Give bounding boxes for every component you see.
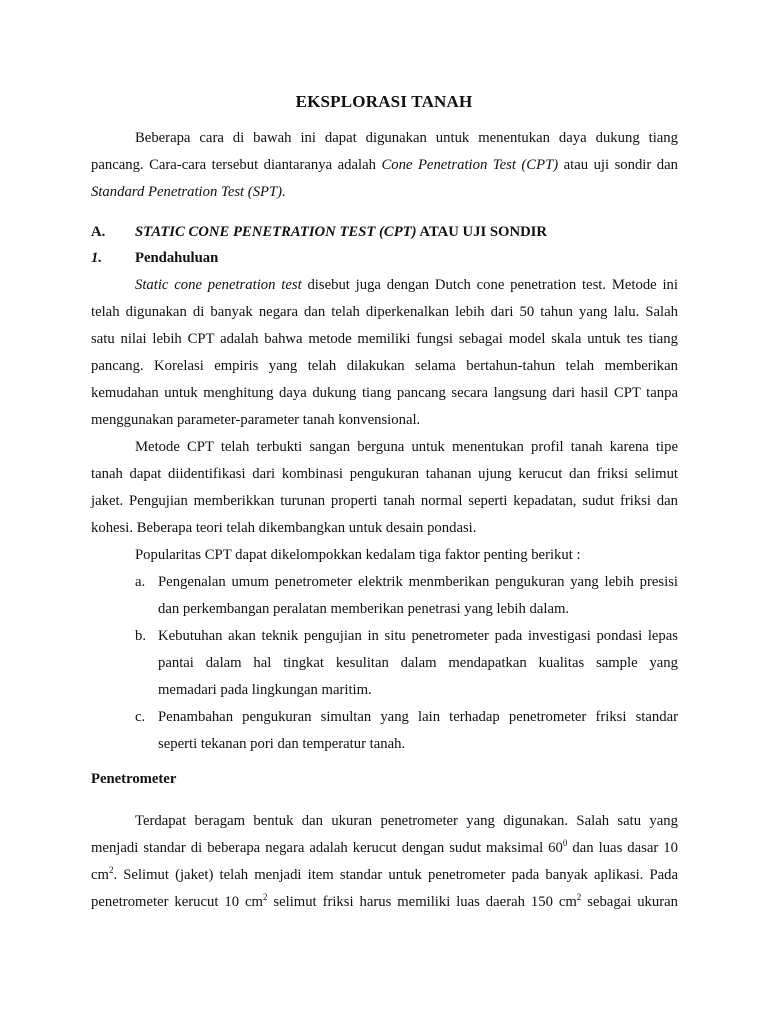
pen-text: . Selimut (jaket) telah menjadi item standar untuk penetrometer pada banyak aplikasi. Pada bbox=[113, 867, 678, 883]
pen-text: penetrometer kerucut 10 cm bbox=[91, 894, 263, 910]
list-item-b-line-3: memadari pada lingkungan maritim. bbox=[158, 682, 372, 698]
intro-text: atau uji sondir dan bbox=[558, 157, 678, 173]
section-a-heading bbox=[135, 223, 547, 241]
penetrometer-line-1: Terdapat beragam bentuk dan ukuran penetrometer yang digunakan. Salah satu yang bbox=[135, 813, 678, 829]
section-a-title-rest: ATAU UJI SONDIR bbox=[416, 224, 547, 240]
penetrometer-line-4 bbox=[91, 893, 678, 911]
list-item-c-line-1: Penambahan pengukuran simultan yang lain terhadap penetrometer friksi standar bbox=[158, 709, 678, 725]
intro-text: pancang. Cara-cara tersebut diantaranya adalah bbox=[91, 157, 382, 173]
pen-text: sebagai ukuran bbox=[581, 894, 678, 910]
section-a-marker: A. bbox=[91, 224, 106, 240]
p2-line-1: Metode CPT telah terbukti sangan berguna untuk menentukan profil tanah karena tipe bbox=[135, 439, 678, 455]
p1-line-2: telah digunakan di banyak negara dan telah diperkenalkan lebih dari 50 tahun yang lalu. Salah bbox=[91, 304, 678, 320]
p2-line-4: kohesi. Beberapa teori telah dikembangkan untuk desain pondasi. bbox=[91, 520, 477, 536]
subsection-1-title: Pendahuluan bbox=[135, 250, 219, 266]
intro-line-1: Beberapa cara di bawah ini dapat digunakan untuk menentukan daya dukung tiang bbox=[135, 130, 678, 146]
pen-text: dan luas dasar 10 bbox=[567, 840, 678, 856]
p2-line-3: jaket. Pengujian memberikkan turunan properti tanah normal seperti kepadatan, sudut friksi dan bbox=[91, 493, 678, 509]
static-cpt-term: Static cone penetration test bbox=[135, 277, 302, 293]
square-superscript: 2 bbox=[262, 892, 268, 902]
p3-line-1: Popularitas CPT dapat dikelompokkan kedalam tiga faktor penting berikut : bbox=[135, 547, 581, 563]
list-marker-c: c. bbox=[135, 709, 146, 725]
pen-text: cm bbox=[91, 867, 109, 883]
square-superscript: 2 bbox=[576, 892, 582, 902]
penetrometer-heading: Penetrometer bbox=[91, 771, 177, 787]
p1-text: disebut juga dengan Dutch cone penetration test. Metode ini bbox=[301, 277, 678, 293]
list-marker-b: b. bbox=[135, 628, 147, 644]
intro-line-3: Standard Penetration Test (SPT). bbox=[91, 184, 286, 200]
list-item-a-line-2: dan perkembangan peralatan memberikan penetrasi yang lebih dalam. bbox=[158, 601, 570, 617]
list-item-c-line-2: seperti tekanan pori dan temperatur tanah. bbox=[158, 736, 406, 752]
list-item-a-line-1: Pengenalan umum penetrometer elektrik menmberikan pengukuran yang lebih presisi bbox=[158, 574, 678, 590]
p1-line-1 bbox=[135, 276, 678, 294]
list-item-b-line-2: pantai dalam hal tingkat kesulitan dalam mendapatkan kualitas sample yang bbox=[158, 655, 678, 671]
p1-line-6: menggunakan parameter-parameter tanah konvensional. bbox=[91, 412, 421, 428]
section-a-title-italic: STATIC CONE PENETRATION TEST (CPT) bbox=[135, 224, 417, 240]
list-item-b-line-1: Kebutuhan akan teknik pengujian in situ penetrometer pada investigasi pondasi lepas bbox=[158, 628, 678, 644]
degree-superscript: 0 bbox=[562, 838, 568, 848]
page-title: EKSPLORASI TANAH bbox=[295, 92, 473, 111]
pen-text: selimut friksi harus memiliki luas daerah 150 cm bbox=[267, 894, 577, 910]
square-superscript: 2 bbox=[108, 865, 114, 875]
p1-line-4: pancang. Korelasi empiris yang telah dilakukan selama bertahun-tahun telah memberikan bbox=[91, 358, 678, 374]
cpt-term: Cone Penetration Test (CPT) bbox=[381, 157, 559, 173]
intro-line-2 bbox=[91, 156, 678, 174]
list-marker-a: a. bbox=[135, 574, 146, 590]
penetrometer-line-3 bbox=[91, 866, 678, 884]
subsection-1-marker: 1. bbox=[91, 250, 103, 266]
p2-line-2: tanah dapat diidentifikasi dari kombinasi pengukuran tahanan ujung kerucut dan friksi selimut bbox=[91, 466, 678, 482]
penetrometer-line-2 bbox=[91, 839, 678, 857]
p1-line-5: kemudahan untuk menghitung daya dukung tiang pancang secara langsung dari hasil CPT tanpa bbox=[91, 385, 678, 401]
pen-text: menjadi standar di beberapa negara adalah kerucut dengan sudut maksimal 60 bbox=[91, 840, 563, 856]
p1-line-3: satu nilai lebih CPT adalah bahwa metode memiliki fungsi sebagai model skala untuk tes tiang bbox=[91, 331, 678, 347]
